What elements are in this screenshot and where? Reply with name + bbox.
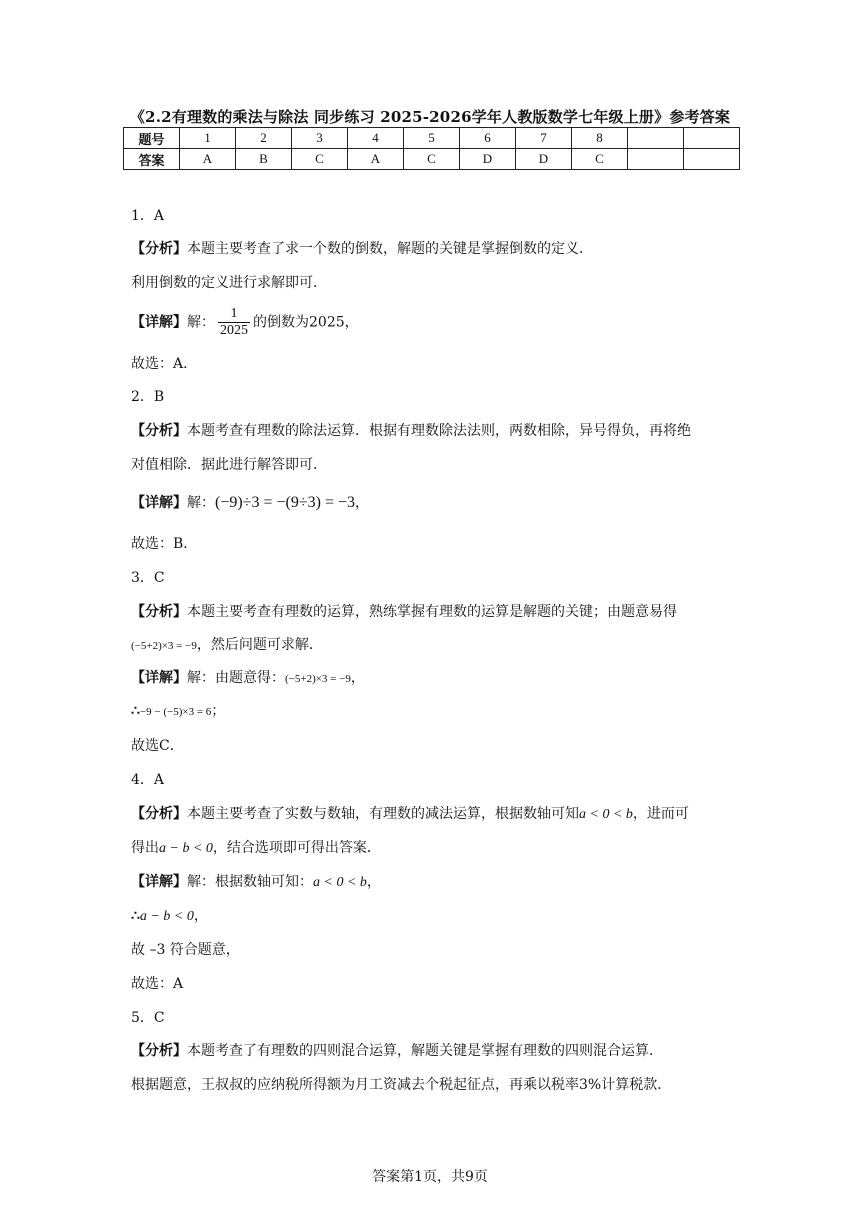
- q1-analysis-line2: 利用倒数的定义进行求解即可．: [131, 275, 327, 291]
- therefore-suffix: ；: [211, 703, 226, 719]
- analysis-inequality: a − b < 0: [159, 841, 213, 856]
- analysis-text: 本题主要考查了实数与数轴，有理数的减法运算，根据数轴可知: [187, 806, 579, 822]
- therefore-symbol: ∴: [131, 703, 140, 719]
- detail-suffix: ，: [366, 874, 381, 890]
- table-cell: D: [460, 149, 516, 170]
- analysis-text: 本题考查了有理数的四则混合运算，解题关键是掌握有理数的四则混合运算．: [187, 1043, 663, 1059]
- table-cell: [684, 128, 740, 149]
- table-cell: 6: [460, 128, 516, 149]
- table-cell: 8: [572, 128, 628, 149]
- analysis-tag: 【分析】: [131, 604, 187, 620]
- analysis-equation: (−5+2)×3 = −9: [131, 640, 197, 652]
- table-cell: B: [236, 149, 292, 170]
- answer-table-answer-row: [124, 149, 740, 170]
- analysis-text: 本题主要考查有理数的运算，熟练掌握有理数的运算是解题的关键；由题意易得: [187, 604, 677, 620]
- detail-prefix: 解：根据数轴可知：: [187, 874, 313, 890]
- q3-analysis-line2: [131, 634, 323, 654]
- therefore-equation: −9 − (−5)×3 = 6: [139, 706, 212, 718]
- q4-line3: 故 –3 符合题意，: [131, 942, 240, 958]
- table-cell: 5: [404, 128, 460, 149]
- table-cell: C: [292, 149, 348, 170]
- therefore-suffix: ，: [193, 908, 208, 924]
- detail-prefix: 解：: [187, 495, 215, 511]
- table-header-cell: 题号: [124, 128, 180, 149]
- detail-suffix: ，: [350, 670, 365, 686]
- q1-heading: 1．A: [131, 208, 165, 224]
- table-cell: [684, 149, 740, 170]
- q2-analysis: [131, 420, 691, 440]
- analysis-text: ，结合选项即可得出答案．: [212, 840, 381, 856]
- detail-suffix: 的倒数为2025，: [253, 314, 359, 331]
- table-cell: C: [404, 149, 460, 170]
- analysis-inequality: a < 0 < b: [579, 807, 633, 822]
- analysis-tag: 【分析】: [131, 423, 187, 439]
- detail-tag: 【详解】: [131, 874, 187, 890]
- table-cell: D: [516, 149, 572, 170]
- detail-prefix: 解：: [187, 314, 215, 331]
- analysis-tag: 【分析】: [131, 1043, 187, 1059]
- q4-conclusion: 故选：A: [131, 976, 184, 992]
- answer-table-number-row: [124, 128, 740, 149]
- table-cell: [628, 149, 684, 170]
- analysis-tag: 【分析】: [131, 241, 187, 257]
- q2-heading: 2．B: [131, 389, 165, 405]
- detail-tag: 【详解】: [131, 495, 187, 511]
- analysis-text: 本题考查有理数的除法运算．根据有理数除法法则，两数相除，异号得负，再将绝: [187, 423, 691, 439]
- page-footer: 答案第1页，共9页: [372, 1169, 488, 1185]
- table-cell: C: [572, 149, 628, 170]
- detail-tag: 【详解】: [131, 670, 187, 686]
- table-header-cell: 答案: [124, 149, 180, 170]
- therefore-inequality: a − b < 0: [139, 909, 194, 924]
- table-cell: 1: [180, 128, 236, 149]
- q4-therefore: [131, 905, 208, 925]
- fraction-denominator: 2025: [220, 323, 248, 338]
- detail-prefix: 解：由题意得：: [187, 670, 285, 686]
- q1-analysis: [131, 238, 593, 258]
- q1-conclusion: 故选：A．: [131, 356, 198, 372]
- table-cell: A: [180, 149, 236, 170]
- detail-tag: 【详解】: [131, 314, 187, 331]
- analysis-tail: ，进而可: [632, 806, 689, 822]
- q2-analysis-line2: 对值相除．据此进行解答即可．: [131, 457, 327, 473]
- document-title: 《2.2有理数的乘法与除法 同步练习 2025-2026学年人教版数学七年级上册》参考答案: [129, 108, 731, 126]
- q4-heading: 4．A: [131, 772, 165, 788]
- table-cell: 3: [292, 128, 348, 149]
- detail-inequality: a < 0 < b: [313, 875, 367, 890]
- q2-detail: [131, 492, 369, 512]
- table-cell: [628, 128, 684, 149]
- q3-heading: 3．C: [131, 570, 165, 586]
- detail-equation: (−9)÷3 = −(9÷3) = −3: [215, 494, 355, 511]
- q3-therefore: [131, 700, 225, 720]
- q5-heading: 5．C: [131, 1010, 165, 1026]
- table-cell: 2: [236, 128, 292, 149]
- answer-table: [123, 127, 740, 170]
- analysis-text: ，然后问题可求解．: [196, 637, 323, 653]
- q2-conclusion: 故选：B．: [131, 536, 198, 552]
- q1-detail: [131, 306, 359, 339]
- therefore-symbol: ∴: [131, 908, 140, 924]
- analysis-text: 本题主要考查了求一个数的倒数，解题的关键是掌握倒数的定义．: [187, 241, 593, 257]
- analysis-prefix: 得出: [131, 840, 159, 856]
- detail-suffix: ，: [355, 495, 369, 511]
- fraction-numerator: 1: [218, 306, 250, 323]
- table-cell: A: [348, 149, 404, 170]
- detail-equation: (−5+2)×3 = −9: [285, 673, 351, 685]
- analysis-tag: 【分析】: [131, 806, 187, 822]
- q4-analysis: [131, 803, 689, 823]
- table-cell: 4: [348, 128, 404, 149]
- q5-analysis: [131, 1040, 663, 1060]
- q4-detail: [131, 871, 381, 891]
- q4-analysis-line2: [131, 837, 381, 857]
- q3-detail: [131, 667, 365, 687]
- fraction: [218, 306, 250, 339]
- table-cell: 7: [516, 128, 572, 149]
- q3-conclusion: 故选C．: [131, 738, 184, 754]
- q5-analysis-line2: 根据题意，王叔叔的应纳税所得额为月工资减去个税起征点，再乘以税率3%计算税款．: [131, 1077, 672, 1093]
- q3-analysis: [131, 601, 677, 621]
